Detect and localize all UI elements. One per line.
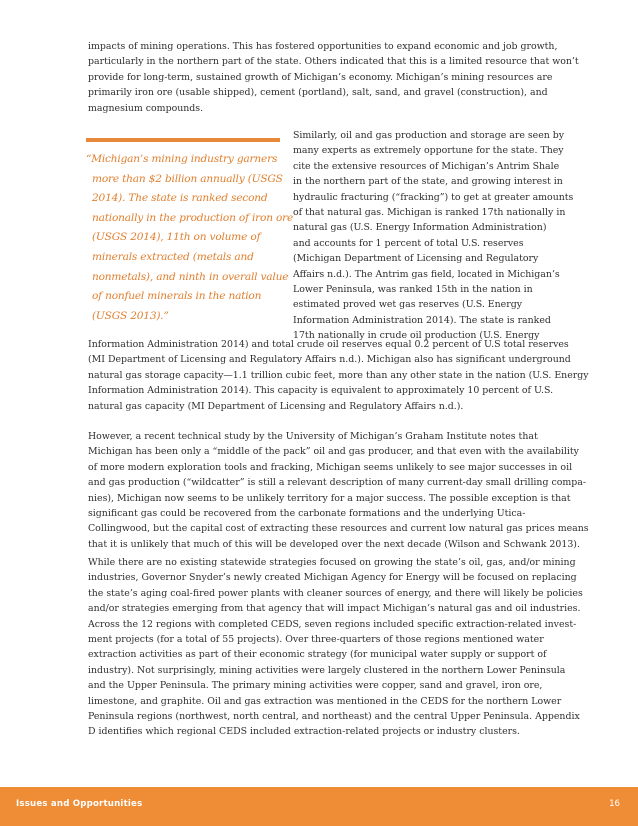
text-line: However, a recent technical study by the University of Michigan’s Graham Institute notes that <box>88 431 538 442</box>
text-line: magnesium compounds. <box>88 102 204 114</box>
text-line: (Michigan Department of Licensing and Regulatory <box>293 253 539 265</box>
text-line: 17th nationally in crude oil production (U.S. Energy <box>293 330 540 342</box>
quote-line: “Michigan’s mining industry garners <box>86 153 278 165</box>
text-line: (MI Department of Licensing and Regulatory Affairs n.d.). Michigan also has significant underground <box>88 354 571 366</box>
text-line: Similarly, oil and gas production and storage are seen by <box>293 130 565 141</box>
text-line: natural gas capacity (MI Department of Licensing and Regulatory Affairs n.d.). <box>88 400 464 412</box>
text-line: impacts of mining operations. This has fostered opportunities to expand economic and job growth, <box>88 41 558 52</box>
text-line: Peninsula regions (northwest, north central, and northeast) and the central Upper Peninsula. Appendix <box>88 711 580 723</box>
text-line: ment projects (for a total of 55 projects). Over three-quarters of those regions mentioned water <box>88 634 544 646</box>
pull-quote <box>86 150 294 326</box>
text-line: While there are no existing statewide strategies focused on growing the state’s oil, gas, and/or mining <box>88 557 576 568</box>
text-line: Information Administration 2014). The state is ranked <box>293 314 551 326</box>
text-line: significant gas could be recovered from the carbonate formations and the underlying Utica- <box>88 508 526 520</box>
text-line: primarily iron ore (usable shipped), cement (portland), salt, sand, and gravel (construction), and <box>88 87 548 99</box>
quote-line: of nonfuel minerals in the nation <box>92 290 262 303</box>
text-line: estimated proved wet gas reserves (U.S. Energy <box>293 299 522 311</box>
text-line: industry). Not surprisingly, mining activities were largely clustered in the northern Lower Peninsula <box>88 664 566 676</box>
paragraph-mining-impacts <box>88 39 579 116</box>
text-line: and accounts for 1 percent of total U.S. reserves <box>293 237 524 249</box>
paragraph-oil-gas-column <box>293 128 574 344</box>
text-line: in the northern part of the state, and growing interest in <box>293 176 563 188</box>
quote-line: more than $2 billion annually (USGS <box>92 172 283 185</box>
quote-line: minerals extracted (metals and <box>92 250 254 263</box>
text-line: natural gas (U.S. Energy Information Administration) <box>293 222 547 234</box>
text-line: cite the extensive resources of Michigan’s Antrim Shale <box>293 160 560 172</box>
pull-quote-rule <box>86 138 280 142</box>
paragraph-statewide-strategies <box>88 555 583 740</box>
text-line: particularly in the northern part of the state. Others indicated that this is a limited resource that won’t <box>88 56 579 68</box>
text-line: provide for long-term, sustained growth of Michigan’s economy. Michigan’s mining resources are <box>88 71 553 83</box>
text-line: and/or strategies emerging from that agency that will impact Michigan’s natural gas and oil industries. <box>88 603 581 615</box>
text-line: and gas production (“wildcatter” is still a relevant description of many current-day small drilling compa- <box>88 477 586 489</box>
text-line: Information Administration 2014) and total crude oil reserves equal 0.2 percent of U.S total reserves <box>88 339 569 350</box>
text-line: D identifies which regional CEDS included extraction-related projects or industry clusters. <box>88 726 520 738</box>
text-line: the state’s aging coal-fired power plants with cleaner sources of energy, and there will likely be policies <box>88 587 583 599</box>
paragraph-graham-institute <box>88 429 589 552</box>
text-line: Information Administration 2014). This capacity is equivalent to approximately 10 percent of U.S. <box>88 385 554 397</box>
text-line: extraction activities as part of their economic strategy (for municipal water supply or support of <box>88 649 547 661</box>
text-line: hydraulic fracturing (“fracking”) to get at greater amounts <box>293 191 574 203</box>
text-line: Lower Peninsula, was ranked 15th in the nation in <box>293 284 533 296</box>
text-line: Affairs n.d.). The Antrim gas field, located in Michigan’s <box>293 268 560 280</box>
text-line: nies), Michigan now seems to be unlikely territory for a major success. The possible exception is that <box>88 492 571 504</box>
text-line: Michigan has been only a “middle of the pack” oil and gas producer, and that even with the availability <box>88 446 579 458</box>
page-footer <box>0 787 638 826</box>
text-line: Collingwood, but the capital cost of extracting these resources and current low natural gas prices means <box>88 523 589 535</box>
quote-line: nationally in the production of iron ore <box>92 211 294 224</box>
text-line: of that natural gas. Michigan is ranked 17th nationally in <box>293 207 566 219</box>
text-line: and the Upper Peninsula. The primary mining activities were copper, sand and gravel, iron ore, <box>88 680 543 692</box>
quote-line: 2014). The state is ranked second <box>92 192 268 205</box>
text-line: limestone, and graphite. Oil and gas extraction was mentioned in the CEDS for the northern Lower <box>88 695 562 707</box>
paragraph-oil-gas-continued <box>88 337 589 414</box>
text-line: natural gas storage capacity—1.1 trillion cubic feet, more than any other state in the nation (U.S. Energy <box>88 369 589 381</box>
text-line: Across the 12 regions with completed CEDS, seven regions included specific extraction-related invest- <box>88 618 577 630</box>
text-line: industries, Governor Snyder’s newly created Michigan Agency for Energy will be focused on replacing <box>88 572 577 584</box>
quote-line: (USGS 2013).” <box>92 309 169 322</box>
quote-line: (USGS 2014), 11th on volume of <box>92 231 261 244</box>
text-line: of more modern exploration tools and fracking, Michigan seems unlikely to see major successes in oil <box>88 461 573 473</box>
footer-section-title: Issues and Opportunities <box>16 799 143 809</box>
page-number: 16 <box>609 799 620 809</box>
quote-line: nonmetals), and ninth in overall value <box>92 270 289 283</box>
text-line: many experts as extremely opportune for the state. They <box>293 145 564 157</box>
text-line: that it is unlikely that much of this will be developed over the next decade (Wilson and Schwank 2013). <box>88 538 580 550</box>
